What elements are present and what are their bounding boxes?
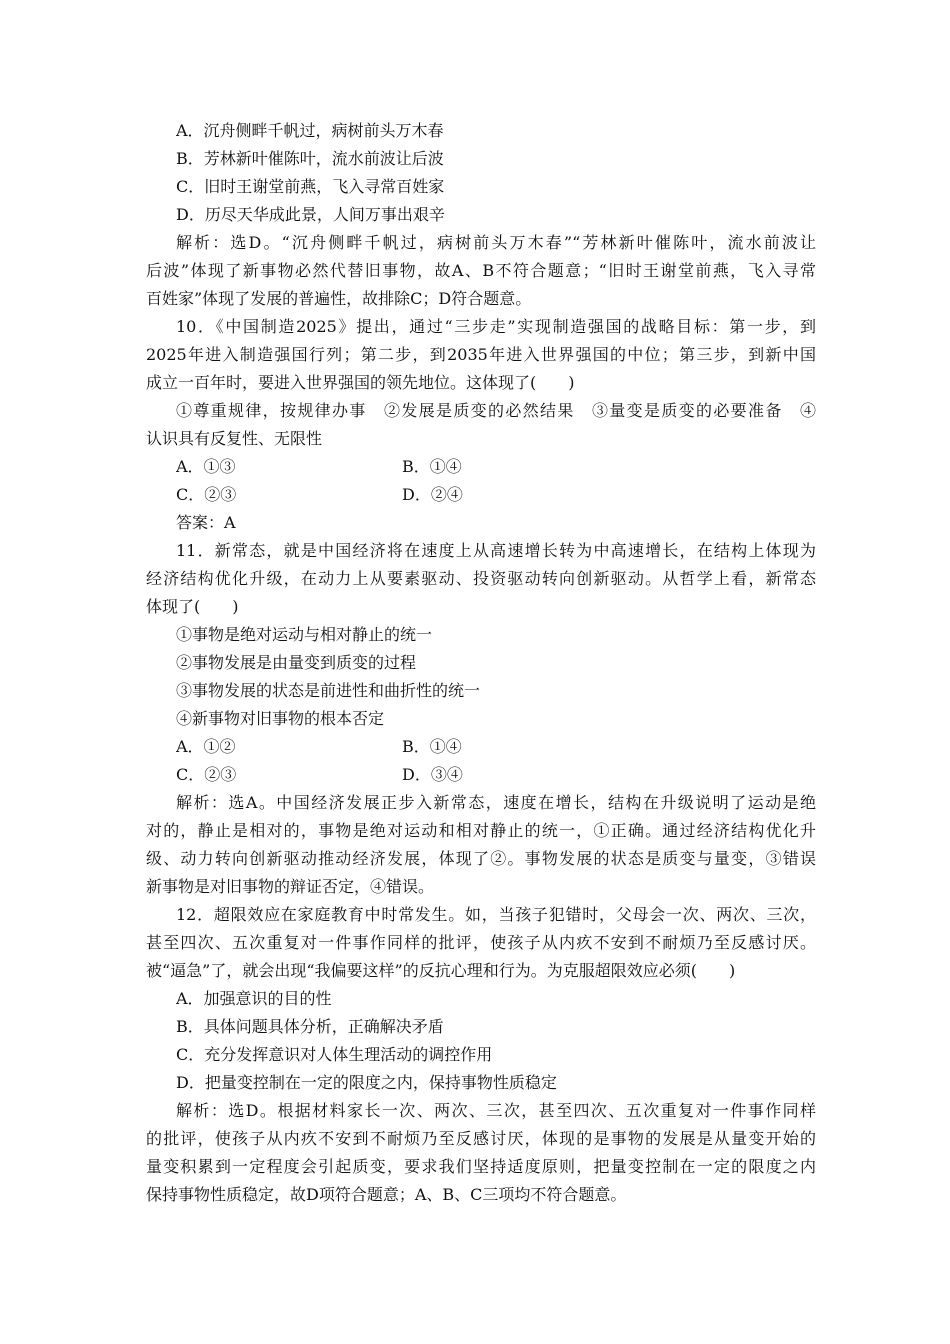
q12-stem-line: 12．超限效应在家庭教育中时常发生。如，当孩子犯错时，父母会一次、两次、三次， xyxy=(176,905,816,924)
q11-option-d: D．③④ xyxy=(402,765,463,784)
q11-analysis-line: 新事物是对旧事物的辩证否定，④错误。 xyxy=(146,877,435,896)
q12-option-d: D．把量变控制在一定的限度之内，保持事物性质稳定 xyxy=(176,1073,557,1092)
q11-option-b: B．①④ xyxy=(402,737,462,756)
q12-option-b: B．具体问题具体分析，正确解决矛盾 xyxy=(176,1017,444,1036)
q11-item: ④新事物对旧事物的根本否定 xyxy=(176,709,385,728)
q11-analysis-line: 对的，静止是相对的，事物是绝对运动和相对静止的统一，①正确。通过经济结构优化升 xyxy=(146,821,816,840)
q11-option-c: C．②③ xyxy=(176,765,237,784)
q11-analysis-line: 级、动力转向创新驱动推动经济发展，体现了②。事物发展的状态是质变与量变，③错误 xyxy=(146,849,816,868)
q10-stem-line: 成立一百年时，要进入世界强国的领先地位。这体现了( ) xyxy=(146,373,575,392)
q9-option-c: C．旧时王谢堂前燕，飞入寻常百姓家 xyxy=(176,177,445,196)
q11-stem-line: 经济结构优化升级，在动力上从要素驱动、投资驱动转向创新驱动。从哲学上看，新常态 xyxy=(146,569,816,588)
q12-analysis-line: 保持事物性质稳定，故D项符合题意；A、B、C三项均不符合题意。 xyxy=(146,1185,627,1204)
q11-stem-line: 体现了( ) xyxy=(146,597,239,616)
q10-items-line: 认识具有反复性、无限性 xyxy=(146,429,323,448)
q9-analysis-line: 解析：选D。“沉舟侧畔千帆过，病树前头万木春”“芳林新叶催陈叶，流水前波让 xyxy=(176,233,816,252)
q10-answer: 答案：A xyxy=(176,513,236,532)
q10-option-d: D．②④ xyxy=(402,485,463,504)
q11-item: ①事物是绝对运动与相对静止的统一 xyxy=(176,625,433,644)
q10-option-c: C．②③ xyxy=(176,485,237,504)
q9-option-d: D．历尽天华成此景，人间万事出艰辛 xyxy=(176,205,445,224)
q9-option-a: A．沉舟侧畔千帆过，病树前头万木春 xyxy=(176,121,444,140)
q10-stem-line: 10．《中国制造2025》提出，通过“三步走”实现制造强国的战略目标：第一步，到 xyxy=(176,317,816,336)
q11-analysis-line: 解析：选A。中国经济发展正步入新常态，速度在增长，结构在升级说明了运动是绝 xyxy=(176,793,816,812)
q12-stem-line: 被“逼急”了，就会出现“我偏要这样”的反抗心理和行为。为克服超限效应必须( ) xyxy=(146,961,736,980)
q10-items-line: ①尊重规律，按规律办事 ②发展是质变的必然结果 ③量变是质变的必要准备 ④ xyxy=(176,401,816,420)
q11-item: ③事物发展的状态是前进性和曲折性的统一 xyxy=(176,681,481,700)
q10-stem-line: 2025年进入制造强国行列；第二步，到2035年进入世界强国的中位；第三步，到新中国 xyxy=(146,345,816,364)
q11-item: ②事物发展是由量变到质变的过程 xyxy=(176,653,417,672)
q12-analysis-line: 解析：选D。根据材料家长一次、两次、三次，甚至四次、五次重复对一件事作同样 xyxy=(176,1101,816,1120)
q10-option-a: A．①③ xyxy=(176,457,236,476)
q12-stem-line: 甚至四次、五次重复对一件事作同样的批评，使孩子从内疚不安到不耐烦乃至反感讨厌。 xyxy=(146,933,816,952)
q10-option-b: B．①④ xyxy=(402,457,462,476)
q12-analysis-line: 量变积累到一定程度会引起质变，要求我们坚持适度原则，把量变控制在一定的限度之内 xyxy=(146,1157,816,1176)
q12-option-a: A．加强意识的目的性 xyxy=(176,989,332,1008)
q11-option-a: A．①② xyxy=(176,737,236,756)
q9-analysis-line: 后波”体现了新事物必然代替旧事物，故A、B不符合题意；“旧时王谢堂前燕，飞入寻常 xyxy=(146,261,816,280)
q11-stem-line: 11．新常态，就是中国经济将在速度上从高速增长转为中高速增长，在结构上体现为 xyxy=(176,541,816,560)
q9-analysis-line: 百姓家”体现了发展的普遍性，故排除C；D符合题意。 xyxy=(146,289,532,308)
q12-analysis-line: 的批评，使孩子从内疚不安到不耐烦乃至反感讨厌，体现的是事物的发展是从量变开始的 xyxy=(146,1129,816,1148)
q9-option-b: B．芳林新叶催陈叶，流水前波让后波 xyxy=(176,149,444,168)
q12-option-c: C．充分发挥意识对人体生理活动的调控作用 xyxy=(176,1045,493,1064)
